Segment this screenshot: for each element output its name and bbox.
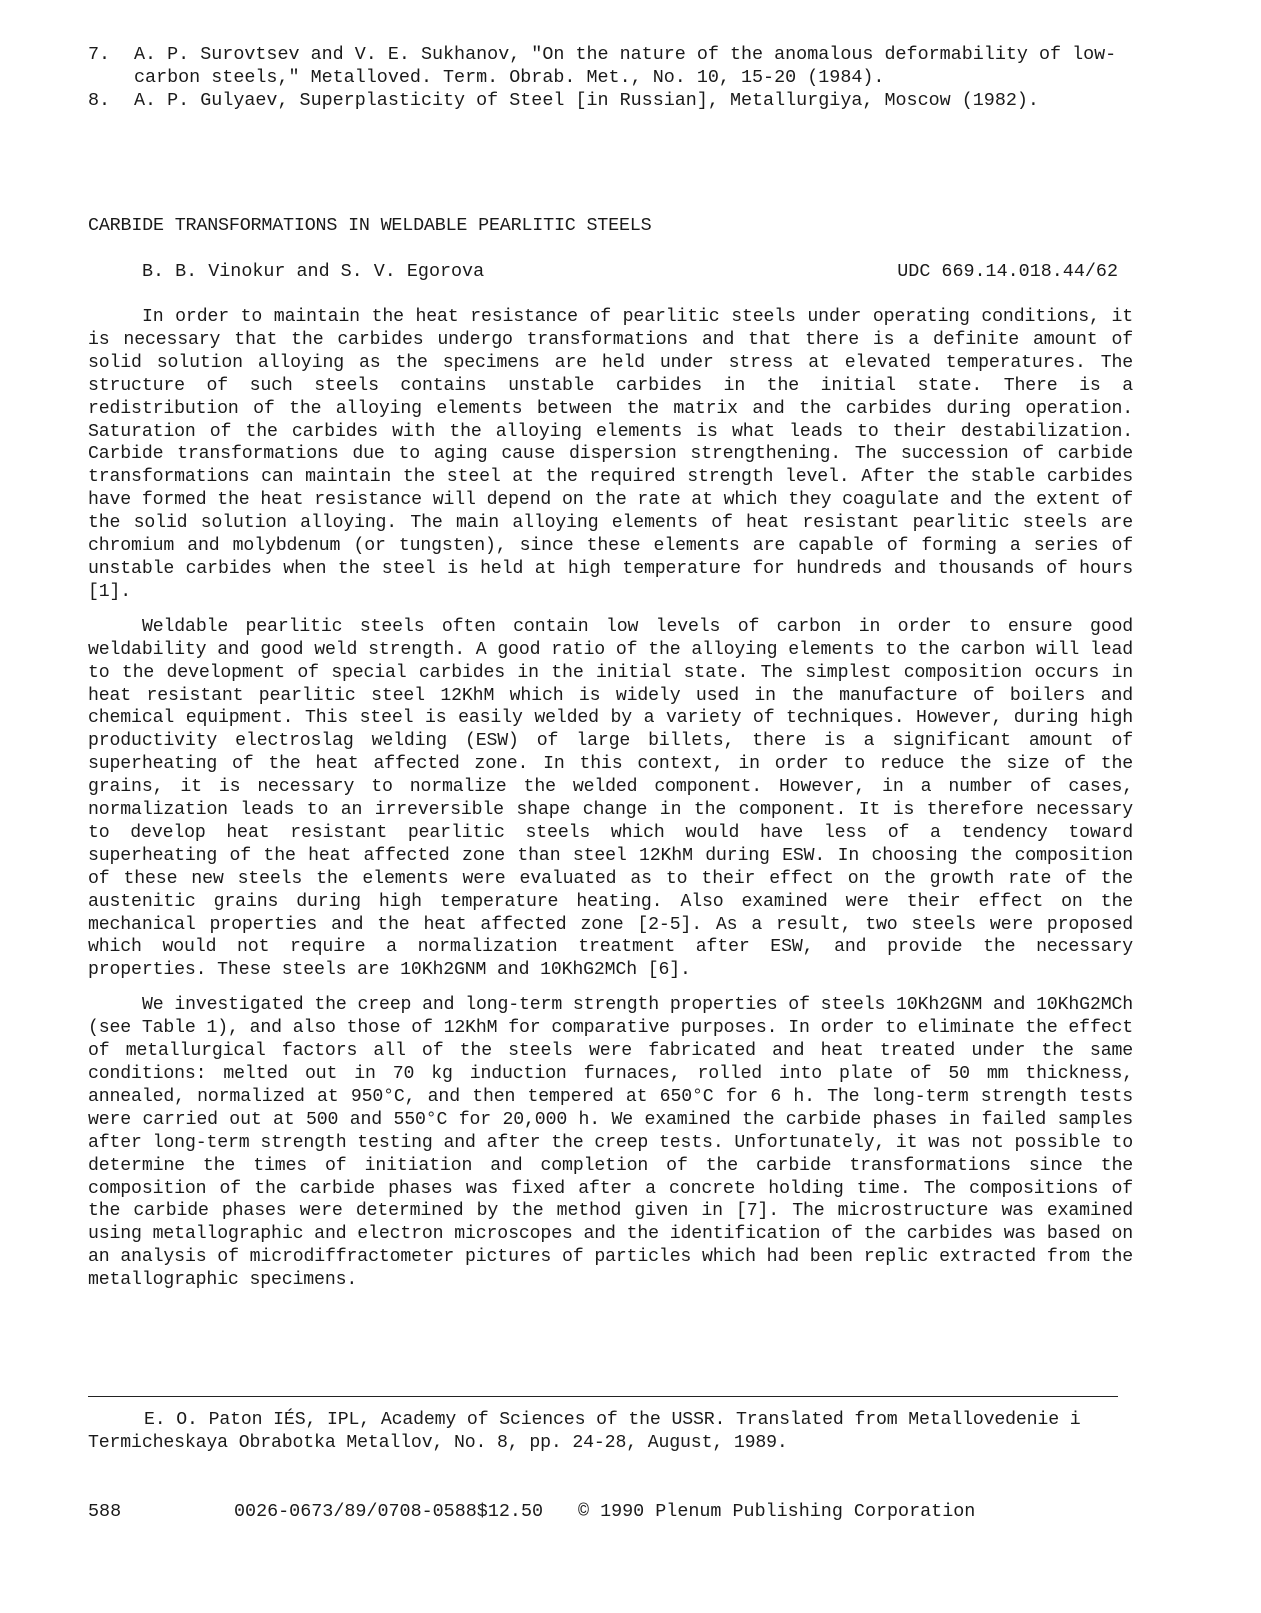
reference-number: 8. [88,90,111,111]
udc-code: UDC 669.14.018.44/62 [897,261,1118,282]
reference-text: A. P. Surovtsev and V. E. Sukhanov, "On the nature of the anomalous deformability of low-carbon steels," Metalloved. Term. Obrab. Met., No. 10, 15-20 (1984). [134,44,1117,88]
reference-text: A. P. Gulyaev, Superplasticity of Steel [in Russian], Metallurgiya, Moscow (1982). [134,90,1039,111]
article-authors: B. B. Vinokur and S. V. Egorova [142,261,485,282]
article-body [88,306,1133,1304]
byline [88,260,1118,283]
reference-list [88,43,1138,112]
body-paragraph: We investigated the creep and long-term strength properties of steels 10Kh2GNM and 10KhG2MCh (see Table 1), and also those of 12KhM for comparative purposes. In order to eliminate the effect of metallurgical factors all of the steels were fabricated and heat treated under the same conditions: melted out in 70 kg induction furnaces, rolled into plate of 50 mm thickness, annealed, normalized at 950°C, and then tempered at 650°C for 6 h. The long-term strength tests were carried out at 500 and 550°C for 20,000 h. We examined the carbide phases in failed samples after long-term strength testing and after the creep tests. Unfortunately, it was not possible to determine the times of initiation and completion of the carbide transformations since the composition of the carbide phases was fixed after a concrete holding time. The compositions of the carbide phases were determined by the method given in [7]. The microstructure was examined using metallographic and electron microscopes and the identification of the carbides was based on an analysis of microdiffractometer pictures of particles which had been replic extracted from the metallographic specimens. [88,995,1133,1291]
copyright-notice: © 1990 Plenum Publishing Corporation [578,1501,976,1522]
page-footer [88,1500,1118,1523]
body-paragraph: Weldable pearlitic steels often contain low levels of carbon in order to ensure good weldability and good weld strength. A good ratio of the alloying elements to the carbon will lead to the development of special carbides in the initial state. The simplest composition occurs in heat resistant pearlitic steel 12KhM which is widely used in the manufacture of boilers and chemical equipment. This steel is easily welded by a variety of techniques. However, during high productivity electroslag welding (ESW) of large billets, there is a significant amount of superheating of the heat affected zone. In this context, in order to reduce the size of the grains, it is necessary to normalize the welded component. However, in a number of cases, normalization leads to an irreversible shape change in the component. It is therefore necessary to develop heat resistant pearlitic steels which would have less of a tendency toward superheating of the heat affected zone than steel 12KhM during ESW. In choosing the composition of these new steels the elements were evaluated as to their effect on the growth rate of the austenitic grains during high temperature heating. Also examined were their effect on the mechanical properties and the heat affected zone [2-5]. As a result, two steels were proposed which would not require a normalization treatment after ESW, and provide the necessary properties. These steels are 10Kh2GNM and 10KhG2MCh [6]. [88,616,1133,981]
reference-item [88,43,1138,89]
affiliation-footnote: E. O. Paton IÉS, IPL, Academy of Sciences of the USSR. Translated from Metallovedenie i Termicheskaya Obrabotka Metallov, No. 8, pp. 24-28, August, 1989. [88,1410,1081,1453]
body-paragraph: In order to maintain the heat resistance of pearlitic steels under operating conditions, it is necessary that the carbides undergo transformations and that there is a definite amount of solid solution alloying as the specimens are held under stress at elevated temperatures. The structure of such steels contains unstable carbides in the initial state. There is a redistribution of the alloying elements between the matrix and the carbides during operation. Saturation of the carbides with the alloying elements is what leads to their destabilization. Carbide transformations due to aging cause dispersion strengthening. The succession of carbide transformations can maintain the steel at the required strength level. After the stable carbides have formed the heat resistance will depend on the rate at which they coagulate and the extent of the solid solution alloying. The main alloying elements of heat resistant pearlitic steels are chromium and molybdenum (or tungsten), since these elements are capable of forming a series of unstable carbides when the steel is held at high temperature for hundreds and thousands of hours [1]. [88,307,1133,602]
footnote-divider [88,1396,1118,1397]
article-code: 0026-0673/89/0708-0588$12.50 [234,1501,544,1522]
page-number: 588 [88,1501,122,1522]
article-title: CARBIDE TRANSFORMATIONS IN WELDABLE PEARLITIC STEELS [88,215,652,236]
reference-item [88,89,1138,112]
reference-number: 7. [88,44,111,65]
